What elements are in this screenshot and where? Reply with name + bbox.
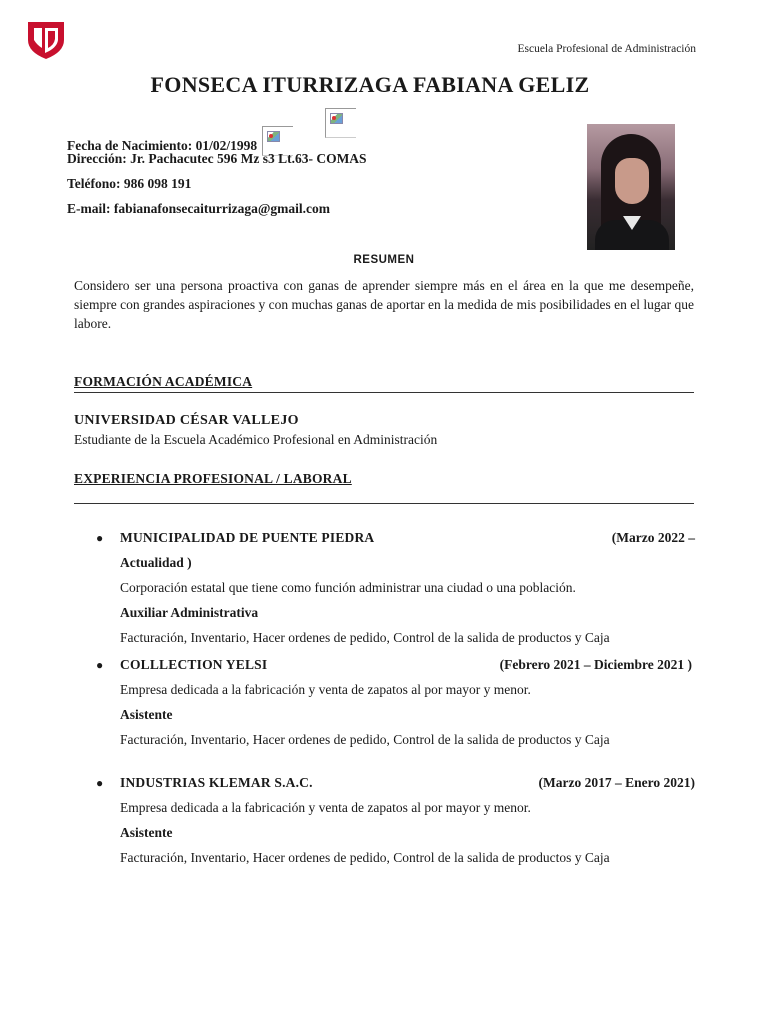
job-entry — [74, 775, 695, 875]
university-description: Estudiante de la Escuela Académico Profesional en Administración — [74, 432, 438, 447]
section-divider — [74, 392, 694, 393]
email: E-mail: fabianafonsecaiturrizaga@gmail.com — [67, 201, 331, 216]
phone: Teléfono: 986 098 191 — [67, 176, 192, 191]
school-name: Escuela Profesional de Administración — [517, 43, 696, 55]
birth-date-text: Fecha de Nacimiento: 01/02/1998 — [67, 138, 258, 153]
job-period: (Marzo 2017 – Enero 2021) — [538, 775, 695, 790]
job-role: Asistente — [120, 825, 173, 840]
job-period: (Marzo 2022 – — [611, 530, 695, 545]
education-title: FORMACIÓN ACADÉMICA — [74, 374, 253, 389]
university-name: UNIVERSIDAD CÉSAR VALLEJO — [74, 413, 299, 428]
job-role: Asistente — [120, 707, 173, 722]
job-tasks: Facturación, Inventario, Hacer ordenes de pedido, Control de la salida de productos y Caja — [120, 630, 610, 645]
university-logo-icon — [26, 18, 66, 60]
job-tasks: Facturación, Inventario, Hacer ordenes de pedido, Control de la salida de productos y Caja — [120, 732, 610, 747]
summary-title: RESUMEN — [353, 254, 415, 266]
experience-title: EXPERIENCIA PROFESIONAL / LABORAL — [74, 471, 352, 486]
job-company: COLLLECTION YELSI — [120, 657, 268, 672]
job-role: Auxiliar Administrativa — [120, 605, 259, 620]
profile-photo — [587, 124, 675, 250]
job-description: Empresa dedicada a la fabricación y venta de zapatos al por mayor y menor. — [120, 800, 531, 815]
job-tasks: Facturación, Inventario, Hacer ordenes de pedido, Control de la salida de productos y Caja — [120, 850, 610, 865]
job-entry — [74, 530, 695, 655]
section-divider — [74, 503, 694, 504]
address: Dirección: Jr. Pachacutec 596 Mz s3 Lt.63- COMAS — [67, 151, 367, 166]
job-company: MUNICIPALIDAD DE PUENTE PIEDRA — [120, 530, 375, 545]
job-period: (Febrero 2021 – Diciembre 2021 ) — [499, 657, 692, 672]
bullet-icon: ● — [96, 658, 104, 672]
summary-text: Considero ser una persona proactiva con ganas de aprender siempre más en el área en la que me desempeñe, siempre con grandes aspiraciones y con muchas ganas de aportar en la medida de mis posibilidades en el lugar que labore. — [74, 278, 694, 331]
job-company: INDUSTRIAS KLEMAR S.A.C. — [120, 775, 313, 790]
job-period-continued: Actualidad ) — [120, 555, 192, 570]
bullet-icon: ● — [96, 776, 104, 790]
broken-image-icon — [325, 108, 356, 138]
job-description: Corporación estatal que tiene como función administrar una ciudad o una población. — [120, 580, 576, 595]
candidate-name: FONSECA ITURRIZAGA FABIANA GELIZ — [150, 72, 590, 97]
job-entry — [74, 657, 695, 757]
job-description: Empresa dedicada a la fabricación y venta de zapatos al por mayor y menor. — [120, 682, 531, 697]
bullet-icon: ● — [96, 531, 104, 545]
